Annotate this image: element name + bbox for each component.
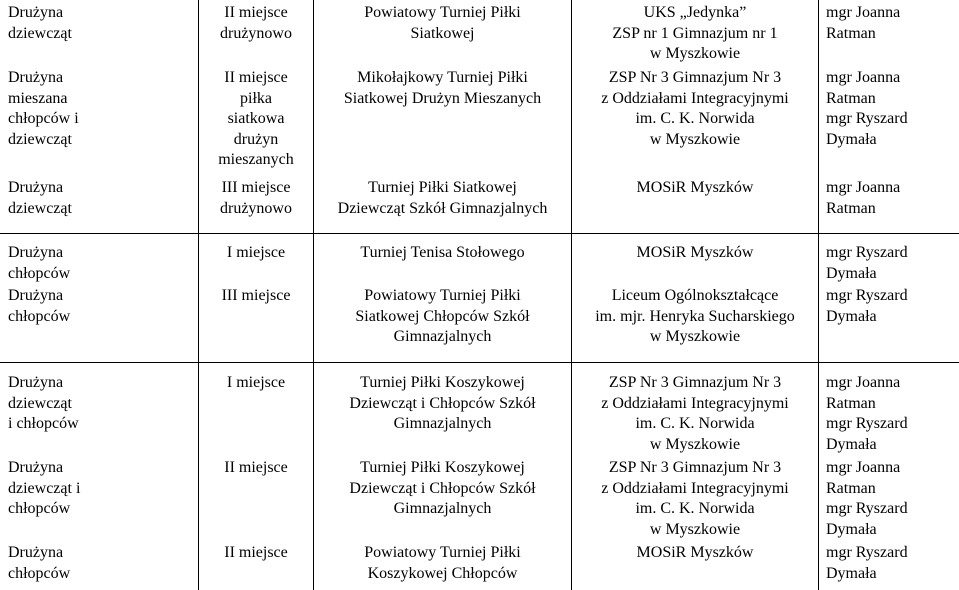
- coach-cell: [819, 543, 959, 584]
- team-cell: [8, 178, 198, 219]
- organizer-cell: [572, 68, 818, 150]
- coach-cell: [819, 178, 959, 219]
- coach-cell-line: mgr Ryszard: [826, 287, 908, 304]
- organizer-cell-line: MOSiR Myszków: [636, 544, 754, 561]
- organizer-cell: [572, 178, 818, 199]
- coach-cell: [819, 458, 959, 540]
- team-cell-line: Drużyna: [8, 4, 64, 21]
- organizer-cell-line: z Oddziałami Integracyjnymi: [601, 479, 789, 497]
- place-cell: [199, 243, 313, 264]
- place-cell-line: II miejsce: [224, 459, 288, 476]
- place-cell-line: I miejsce: [226, 374, 286, 391]
- organizer-cell-line: z Oddziałami Integracyjnymi: [601, 89, 789, 107]
- team-cell-line: Drużyna: [8, 287, 64, 304]
- group-divider: [0, 233, 959, 234]
- coach-cell: [819, 243, 959, 284]
- organizer-cell-line: w Myszkowie: [649, 520, 741, 538]
- organizer-cell-line: w Myszkowie: [649, 130, 741, 148]
- organizer-cell-line: w Myszkowie: [649, 328, 741, 345]
- coach-cell-line: mgr Joanna: [826, 459, 901, 476]
- team-cell-line: chłopców i: [8, 110, 79, 127]
- organizer-cell: [572, 243, 818, 264]
- event-cell-line: Dziewcząt i Chłopców Szkół: [349, 394, 536, 412]
- place-cell-line: drużyn: [233, 130, 279, 148]
- organizer-cell-line: Liceum Ogólnokształcące: [611, 287, 779, 304]
- coach-cell-line: mgr Ryszard: [826, 500, 908, 517]
- coach-cell-line: mgr Joanna: [826, 179, 901, 196]
- team-cell-line: chłopców: [8, 307, 71, 325]
- team-cell-line: dziewcząt i: [8, 479, 81, 497]
- team-cell: [8, 458, 198, 520]
- event-cell-line: Mikołajkowy Turniej Piłki: [357, 69, 528, 86]
- organizer-cell-line: ZSP nr 1 Gimnazjum nr 1: [612, 24, 778, 42]
- coach-cell-line: Dymała: [826, 307, 877, 325]
- event-cell: [314, 458, 571, 520]
- coach-cell: [819, 373, 959, 455]
- event-cell-line: Powiatowy Turniej Piłki: [364, 544, 521, 561]
- team-cell: [8, 243, 198, 284]
- event-cell: [314, 373, 571, 435]
- coach-cell-line: Ratman: [826, 479, 876, 497]
- coach-cell-line: mgr Ryszard: [826, 110, 908, 127]
- event-cell: [314, 243, 571, 264]
- event-cell-line: Gimnazjalnych: [393, 500, 492, 517]
- team-cell-line: Drużyna: [8, 374, 64, 391]
- coach-cell-line: mgr Joanna: [826, 374, 901, 391]
- coach-cell-line: Dymała: [826, 264, 877, 282]
- place-cell-line: mieszanych: [218, 151, 294, 168]
- organizer-cell-line: MOSiR Myszków: [636, 244, 754, 261]
- coach-cell-line: Ratman: [826, 89, 876, 107]
- event-cell: [314, 178, 571, 219]
- event-cell: [314, 286, 571, 348]
- organizer-cell-line: w Myszkowie: [649, 435, 741, 453]
- coach-cell-line: mgr Joanna: [826, 69, 901, 86]
- event-cell-line: Turniej Piłki Koszykowej: [360, 459, 525, 476]
- team-cell: [8, 68, 198, 150]
- coach-cell-line: mgr Joanna: [826, 4, 901, 21]
- coach-cell-line: Ratman: [826, 24, 876, 42]
- event-cell-line: Dziewcząt Szkół Gimnazjalnych: [337, 199, 548, 217]
- coach-cell: [819, 68, 959, 150]
- organizer-cell-line: ZSP Nr 3 Gimnazjum Nr 3: [608, 374, 782, 391]
- team-cell-line: Drużyna: [8, 69, 64, 86]
- team-cell: [8, 543, 198, 584]
- place-cell-line: drużynowo: [220, 199, 292, 217]
- coach-cell-line: Ratman: [826, 199, 876, 217]
- place-cell: [199, 286, 313, 307]
- place-cell-line: piłka: [240, 89, 272, 107]
- place-cell-line: I miejsce: [226, 244, 286, 261]
- place-cell: [199, 458, 313, 479]
- coach-cell: [819, 3, 959, 44]
- organizer-cell-line: im. mjr. Henryka Sucharskiego: [595, 307, 795, 325]
- organizer-cell-line: MOSiR Myszków: [636, 179, 754, 196]
- organizer-cell-line: im. C. K. Norwida: [635, 415, 755, 432]
- team-cell-line: dziewcząt: [8, 130, 72, 148]
- team-cell-line: i chłopców: [8, 415, 79, 432]
- place-cell: [199, 543, 313, 564]
- organizer-cell-line: ZSP Nr 3 Gimnazjum Nr 3: [608, 459, 782, 476]
- team-cell-line: Drużyna: [8, 459, 64, 476]
- organizer-cell: [572, 373, 818, 455]
- place-cell: [199, 68, 313, 171]
- place-cell-line: II miejsce: [224, 69, 288, 86]
- coach-cell-line: Ratman: [826, 394, 876, 412]
- coach-cell-line: mgr Ryszard: [826, 544, 908, 561]
- coach-cell-line: Dymała: [826, 130, 877, 148]
- event-cell-line: Gimnazjalnych: [393, 328, 492, 345]
- place-cell-line: III miejsce: [221, 179, 291, 196]
- organizer-cell-line: im. C. K. Norwida: [635, 110, 755, 127]
- event-cell-line: Powiatowy Turniej Piłki: [364, 4, 521, 21]
- team-cell-line: Drużyna: [8, 544, 64, 561]
- organizer-cell: [572, 543, 818, 564]
- team-cell: [8, 286, 198, 327]
- place-cell-line: II miejsce: [224, 4, 288, 21]
- place-cell-line: III miejsce: [221, 287, 291, 304]
- event-cell-line: Turniej Piłki Koszykowej: [360, 374, 525, 391]
- team-cell-line: dziewcząt: [8, 24, 72, 42]
- place-cell: [199, 3, 313, 44]
- coach-cell-line: mgr Ryszard: [826, 244, 908, 261]
- team-cell-line: dziewcząt: [8, 394, 72, 412]
- coach-cell-line: Dymała: [826, 564, 877, 582]
- team-cell-line: dziewcząt: [8, 199, 72, 217]
- event-cell: [314, 3, 571, 44]
- organizer-cell-line: z Oddziałami Integracyjnymi: [601, 394, 789, 412]
- event-cell-line: Turniej Piłki Siatkowej: [368, 179, 517, 196]
- event-cell-line: Siatkowej: [410, 24, 475, 42]
- organizer-cell-line: UKS „Jedynka”: [643, 4, 747, 21]
- place-cell-line: drużynowo: [220, 24, 292, 42]
- event-cell-line: Turniej Tenisa Stołowego: [360, 244, 525, 261]
- organizer-cell-line: ZSP Nr 3 Gimnazjum Nr 3: [608, 69, 782, 86]
- team-cell-line: chłopców: [8, 500, 71, 517]
- event-cell-line: Dziewcząt i Chłopców Szkół: [349, 479, 536, 497]
- place-cell: [199, 373, 313, 394]
- organizer-cell: [572, 458, 818, 540]
- event-cell-line: Powiatowy Turniej Piłki: [364, 287, 521, 304]
- event-cell-line: Siatkowej Drużyn Mieszanych: [343, 89, 542, 107]
- team-cell-line: chłopców: [8, 264, 71, 282]
- event-cell-line: Koszykowej Chłopców: [367, 564, 518, 582]
- team-cell-line: chłopców: [8, 564, 71, 582]
- organizer-cell-line: im. C. K. Norwida: [635, 500, 755, 517]
- organizer-cell: [572, 286, 818, 348]
- coach-cell-line: mgr Ryszard: [826, 415, 908, 432]
- organizer-cell-line: w Myszkowie: [649, 45, 741, 62]
- event-cell-line: Gimnazjalnych: [393, 415, 492, 432]
- team-cell: [8, 373, 198, 435]
- event-cell-line: Siatkowej Chłopców Szkół: [355, 307, 530, 325]
- team-cell-line: Drużyna: [8, 244, 64, 261]
- coach-cell-line: Dymała: [826, 435, 877, 453]
- place-cell: [199, 178, 313, 219]
- team-cell-line: Drużyna: [8, 179, 64, 196]
- coach-cell: [819, 286, 959, 327]
- organizer-cell: [572, 3, 818, 65]
- team-cell-line: mieszana: [8, 89, 68, 107]
- event-cell: [314, 68, 571, 109]
- team-cell: [8, 3, 198, 44]
- place-cell-line: siatkowa: [227, 110, 285, 127]
- group-divider: [0, 362, 959, 363]
- place-cell-line: II miejsce: [224, 544, 288, 561]
- coach-cell-line: Dymała: [826, 520, 877, 538]
- event-cell: [314, 543, 571, 584]
